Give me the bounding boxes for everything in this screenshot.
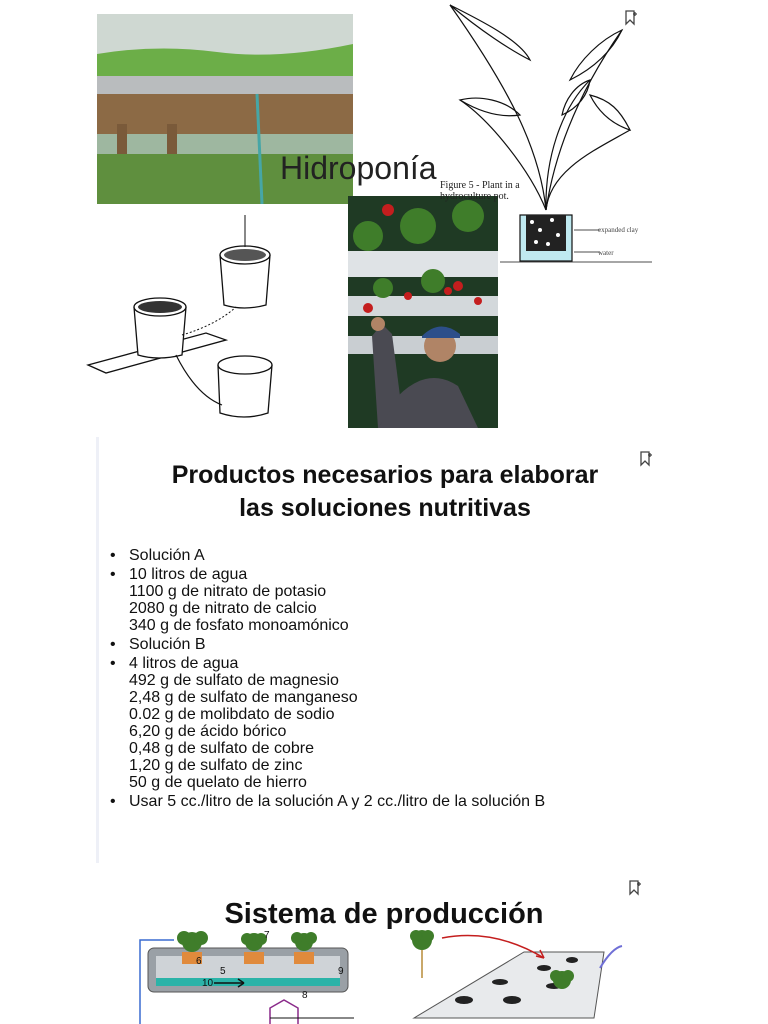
- diagram-label: 10: [202, 978, 214, 989]
- diagram-label: 7: [264, 930, 270, 941]
- diagram-label: 5: [220, 966, 226, 977]
- sub-item: 6,20 g de ácido bórico: [129, 723, 287, 740]
- bullet-icon: •: [110, 566, 116, 583]
- item-text: 4 litros de agua: [129, 655, 239, 672]
- sub-item: 1,20 g de sulfato de zinc: [129, 757, 303, 774]
- slide-productos: [96, 437, 667, 863]
- sub-item: 1100 g de nitrato de potasio: [129, 583, 327, 600]
- bullet-icon: •: [110, 655, 116, 672]
- list-item: [107, 655, 545, 791]
- item-text: Solución A: [129, 547, 205, 564]
- expanded-clay-label: expanded clay: [598, 226, 639, 234]
- bullet-icon: •: [110, 636, 116, 653]
- sub-item: 340 g de fosfato monoamónico: [129, 617, 349, 634]
- diagram-label: 9: [338, 966, 344, 977]
- diagram-label: 6: [196, 956, 202, 967]
- list-item: [107, 547, 545, 564]
- list-item: [107, 636, 545, 653]
- slide-title: Sistema de producción: [224, 898, 544, 930]
- bullet-icon: •: [110, 793, 116, 810]
- list-item: [107, 566, 545, 634]
- nutrient-list: [107, 547, 545, 812]
- item-text: Usar 5 cc./litro de la solución A y 2 cc./litro de la solución B: [129, 793, 546, 810]
- production-system-diagram: [134, 928, 364, 1024]
- item-text: Solución B: [129, 636, 206, 653]
- bookmark-icon[interactable]: [628, 880, 642, 896]
- sub-item: 0.02 g de molibdato de sodio: [129, 706, 335, 723]
- water-label: water: [598, 249, 614, 257]
- sub-item: 0,48 g de sulfato de cobre: [129, 740, 315, 757]
- floating-tray-diagram: [404, 928, 654, 1024]
- bookmark-icon[interactable]: [639, 451, 653, 467]
- sub-item: 492 g de sulfato de magnesio: [129, 672, 339, 689]
- slide-sistema: [114, 866, 654, 1024]
- strawberry-farmer-photo: [348, 196, 498, 428]
- slide-hidroponia: [80, 0, 672, 428]
- title-line-2: las soluciones nutritivas: [239, 494, 531, 522]
- sub-item: 2080 g de nitrato de calcio: [129, 600, 317, 617]
- sub-item: 2,48 g de sulfato de manganeso: [129, 689, 358, 706]
- item-text: 10 litros de agua: [129, 566, 248, 583]
- bullet-icon: •: [110, 547, 116, 564]
- list-item: [107, 793, 545, 810]
- bookmark-icon[interactable]: [624, 10, 638, 26]
- figure-caption: Figure 5 - Plant in a hydroculture pot.: [440, 180, 520, 202]
- buckets-drawing: [86, 215, 286, 425]
- sub-item: 50 g de quelato de hierro: [129, 774, 307, 791]
- slide-title: [99, 459, 667, 525]
- diagram-label: 8: [302, 990, 308, 1001]
- slide-title: Hidroponía: [280, 150, 437, 186]
- title-line-1: Productos necesarios para elaborar: [171, 461, 599, 489]
